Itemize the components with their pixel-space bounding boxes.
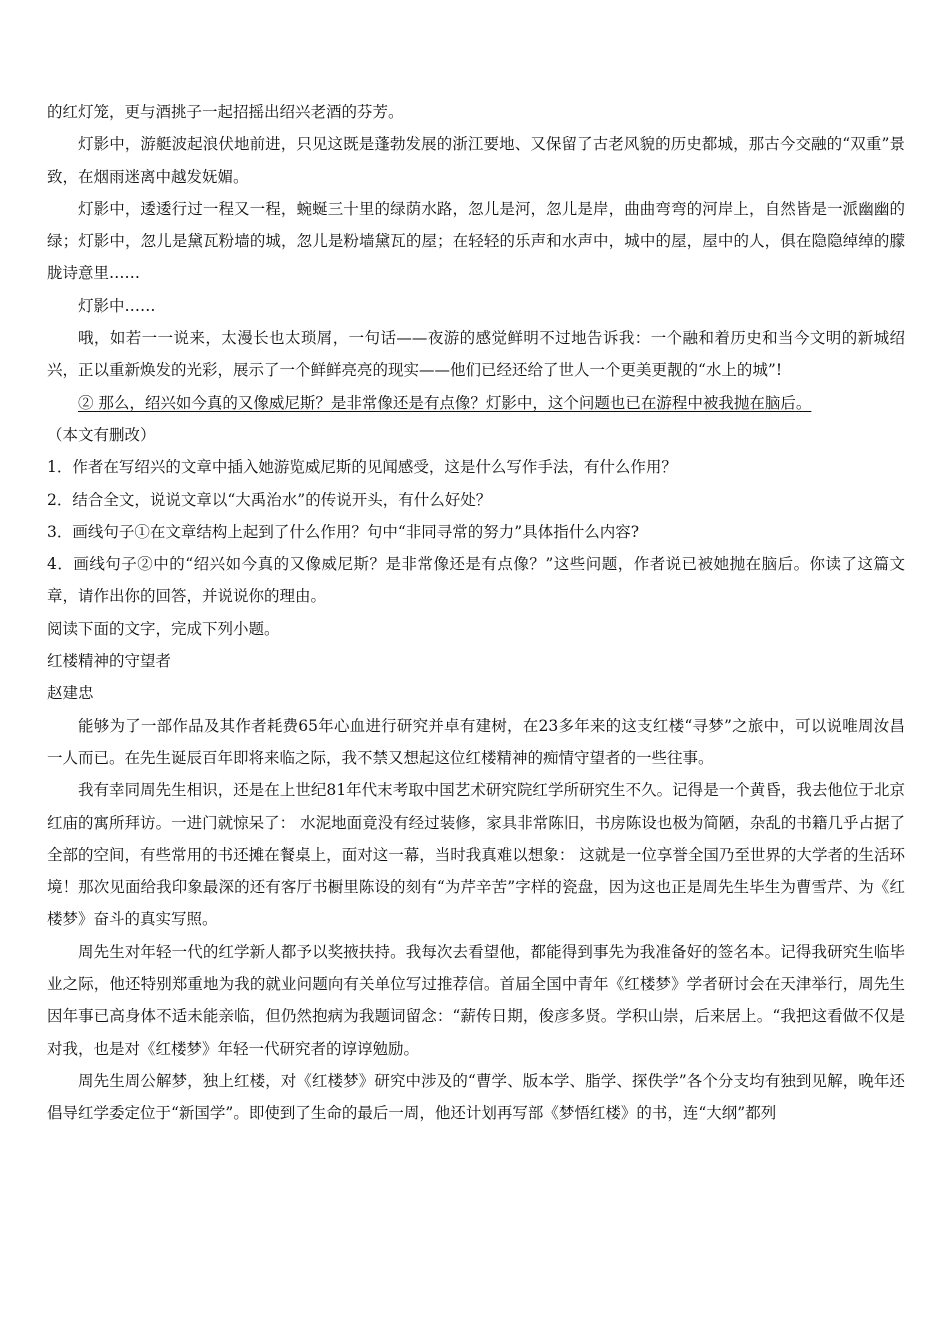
passage-one-paragraph: 灯影中……	[78, 296, 156, 315]
article-paragraph: 周先生对年轻一代的红学新人都予以奖掖扶持。我每次去看望他，都能得到事先为我准备好的签名本。记得我研究生临毕业之际，他还特别郑重地为我的就业问题向有关单位写过推荐信。首届全国中青年《红楼梦》学者研讨会在天津举行，周先生因年事已高身体不适未能亲临，但仍然抱病为我题词留念：“薪传日期，俊彦多贤。学积山崇，后来居上。“我把这看做不仅是对我，也是对《红楼梦》年轻一代研究者的谆谆勉励。	[47, 942, 905, 1058]
question-3: 3．画线句子①在文章结构上起到了什么作用？句中“非同寻常的努力”具体指什么内容?	[47, 522, 640, 541]
question-2: 2．结合全文，说说文章以“大禹治水”的传说开头，有什么好处？	[47, 490, 492, 509]
article-paragraph: 能够为了一部作品及其作者耗费65年心血进行研究并卓有建树，在23多年来的这支红楼“寻梦”之旅中，可以说唯周汝昌一人而已。在先生诞辰百年即将来临之际，我不禁又想起这位红楼精神的痴情守望者的一些往事。	[47, 716, 905, 767]
passage-one-paragraph: 哦，如若一一说来，太漫长也太琐屑，一句话——夜游的感觉鲜明不过地告诉我：一个融和着历史和当今文明的新城绍兴，正以重新焕发的光彩，展示了一个鲜鲜亮亮的现实——他们已经还给了世人一个更美更靓的“水上的城”!	[47, 329, 905, 380]
passage-one-paragraph: 灯影中，游艇波起浪伏地前进，只见这既是蓬勃发展的浙江要地、又保留了古老风貌的历史都城，那古今交融的“双重”景致，在烟雨迷离中越发妩媚。	[47, 135, 905, 186]
passage-one-paragraph: 的红灯笼，更与酒挑子一起招摇出绍兴老酒的芬芳。	[47, 103, 404, 121]
question-1: 1．作者在写绍兴的文章中插入她游览威尼斯的见闻感受，这是什么写作手法，有什么作用？	[47, 458, 677, 477]
article-title: 红楼精神的守望者	[47, 652, 172, 671]
reading-instruction: 阅读下面的文字，完成下列小题。	[47, 619, 280, 638]
article-author: 赵建忠	[47, 684, 94, 703]
article-paragraph: 周先生周公解梦，独上红楼，对《红楼梦》研究中涉及的“曹学、版本学、脂学、探佚学”各个分支均有独到见解，晚年还倡导红学委定位于“新国学”。即使到了生命的最后一周，他还计划再写部《梦悟红楼》的书，连“大纲”都列	[47, 1071, 905, 1123]
article-paragraph: 我有幸同周先生相识，还是在上世纪81年代末考取中国艺术研究院红学所研究生不久。记得是一个黄昏，我去他位于北京红庙的寓所拜访。一进门就惊呆了： 水泥地面竟没有经过装修，家具非常陈旧，书房陈设也极为简陋，杂乱的书籍几乎占据了全部的空间，有些常用的书还摊在餐桌上，面对这一幕，当时我真难以想象： 这就是一位享誉全国乃至世界的大学者的生活环境！那次见面给我印象最深的还有客厅书橱里陈设的刻有“为芹辛苦”字样的瓷盘，因为这也正是周先生毕生为曹雪芹、为《红楼梦》奋斗的真实写照。	[47, 781, 905, 929]
document-page	[47, 96, 905, 1130]
edit-note: （本文有删改）	[47, 425, 156, 444]
passage-one-paragraph: 灯影中，逶逶行过一程又一程，蜿蜒三十里的绿荫水路，忽儿是河，忽儿是岸，曲曲弯弯的河岸上，自然皆是一派幽幽的绿；灯影中，忽儿是黛瓦粉墙的城，忽儿是粉墙黛瓦的屋；在轻轻的乐声和水声中，城中的屋，屋中的人，俱在隐隐绰绰的朦胧诗意里……	[47, 199, 905, 283]
question-4: 4．画线句子②中的“绍兴如今真的又像威尼斯？是非常像还是有点像？”这些问题，作者说已被她抛在脑后。你读了这篇文章，请作出你的回答，并说说你的理由。	[47, 555, 905, 606]
underlined-sentence-2: ② 那么，绍兴如今真的又像威尼斯？是非常像还是有点像？灯影中，这个问题也已在游程中被我抛在脑后。	[78, 393, 812, 412]
